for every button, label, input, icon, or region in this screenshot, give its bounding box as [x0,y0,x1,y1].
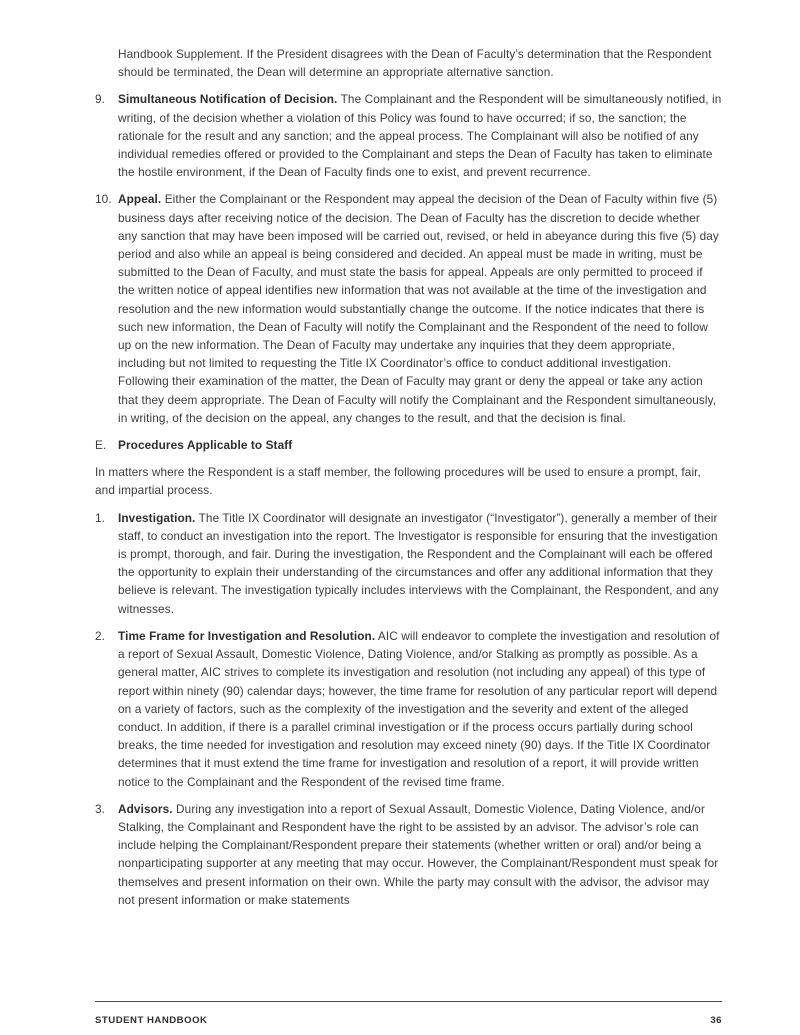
list-item-body: AIC will endeavor to complete the investigation and resolution of a report of Sexual Assault, Domestic Violence, Dating Violence, and/or Stalking as promptly as possible. As a general matter, AIC strives to complete its investigation and resolution (not including any appeal) of this type of report within ninety (90) calendar days; however, the time frame for resolution of any particular report will depend on a variety of factors, such as the complexity of the investigation and the severity and extent of the alleged conduct. In addition, if there is a parallel criminal investigation or if the process occurs partially during school breaks, the time needed for investigation and resolution may exceed ninety (90) days. If the Title IX Coordinator determines that it must extend the time frame for investigation and resolution of a report, it will provide written notice to the Complainant and the Respondent of the revised time frame. [118,628,720,789]
page-number: 36 [710,1015,722,1026]
list-item-body: Either the Complainant or the Respondent may appeal the decision of the Dean of Faculty within five (5) business days after receiving notice of the decision. The Dean of Faculty has the discretion to decide whether any sanction that may have been imposed will be carried out, revised, or held in abeyance during this five (5) day period and also while an appeal is being considered and decided. An appeal must be made in writing, must be submitted to the Dean of Faculty, and must state the basis for appeal. Appeals are only permitted to proceed if the written notice of appeal identifies new information that was not available at the time of the investigation and resolution and the new information would substantially change the outcome. If the notice indicates that there is such new information, the Dean of Faculty will notify the Complainant and the Respondent of the need to follow up on the new information. The Dean of Faculty may undertake any inquiries that they deem appropriate, including but not limited to requesting the Title IX Coordinator’s office to conduct additional investigation. Following their examination of the matter, the Dean of Faculty may grant or deny the appeal or take any action that they deem appropriate. The Dean of Faculty will notify the Complainant and the Respondent simultaneously, in writing, of the decision on the appeal, any changes to the result, and that the decision is final. [118,192,719,425]
footer-title: STUDENT HANDBOOK [95,1015,208,1026]
section-title: Procedures Applicable to Staff [118,438,293,453]
page-footer [95,1001,722,1026]
list-number: 1. [95,510,106,525]
list-item-body: The Title IX Coordinator will designate an investigator (“Investigator”), generally a member of their staff, to conduct an investigation into the report. The Investigator is responsible for ensuring that the investigation is prompt, thorough, and fair. During the investigation, the Respondent and the Complainant will each be offered the opportunity to explain their understanding of the circumstances and offer any additional information that they believe is relevant. The investigation typically includes interviews with the Complainant, the Respondent, and any witnesses. [118,510,719,616]
list-item-text [118,627,722,791]
list-number: 2. [95,628,106,643]
section-title-wrap [118,436,722,454]
list-item-1 [95,509,722,618]
list-number: 10. [95,192,112,207]
list-item-10 [95,190,722,427]
list-item-body: During any investigation into a report of Sexual Assault, Domestic Violence, Dating Violence, and/or Stalking, the Complainant and Respondent have the right to be assisted by an advisor. The advisor’s role can include helping the Complainant/Respondent prepare their statements (whether written or oral) and/or being a nonparticipating supporter at any meeting that may occur. However, the Complainant/Respondent must speak for themselves and present information on their own. While the party may consult with the advisor, the advisor may not present information or make statements [118,801,719,907]
section-e-intro: In matters where the Respondent is a staff member, the following procedures will be used to ensure a prompt, fair, and impartial process. [95,465,701,498]
list-item-lead: Time Frame for Investigation and Resolution. [118,628,376,643]
list-item-text [118,800,722,909]
list-item-2 [95,627,722,791]
list-number: 3. [95,801,106,816]
list-item-3 [95,800,722,909]
section-e-heading [95,436,722,454]
list-item-lead: Simultaneous Notification of Decision. [118,92,338,107]
list-item-text [118,90,722,181]
continuation-paragraph: Handbook Supplement. If the President disagrees with the Dean of Faculty’s determination that the Respondent should be terminated, the Dean will determine an appropriate alternative sanction. [118,47,712,80]
list-item-body: The Complainant and the Respondent will be simultaneously notified, in writing, of the decision whether a violation of this Policy was found to have occurred; if so, the sanction; the rationale for the result and any sanction; and the appeal process. The Complainant will also be notified of any individual remedies offered or provided to the Complainant and steps the Dean of Faculty has taken to eliminate the hostile environment, if the Dean of Faculty finds one to exist, and prevent recurrence. [118,92,722,180]
list-item-9 [95,90,722,181]
list-item-lead: Advisors. [118,801,173,816]
list-item-text [118,509,722,618]
section-letter: E. [95,438,107,453]
list-number: 9. [95,92,106,107]
list-item-lead: Appeal. [118,192,162,207]
list-item-text [118,190,722,427]
list-item-lead: Investigation. [118,510,196,525]
